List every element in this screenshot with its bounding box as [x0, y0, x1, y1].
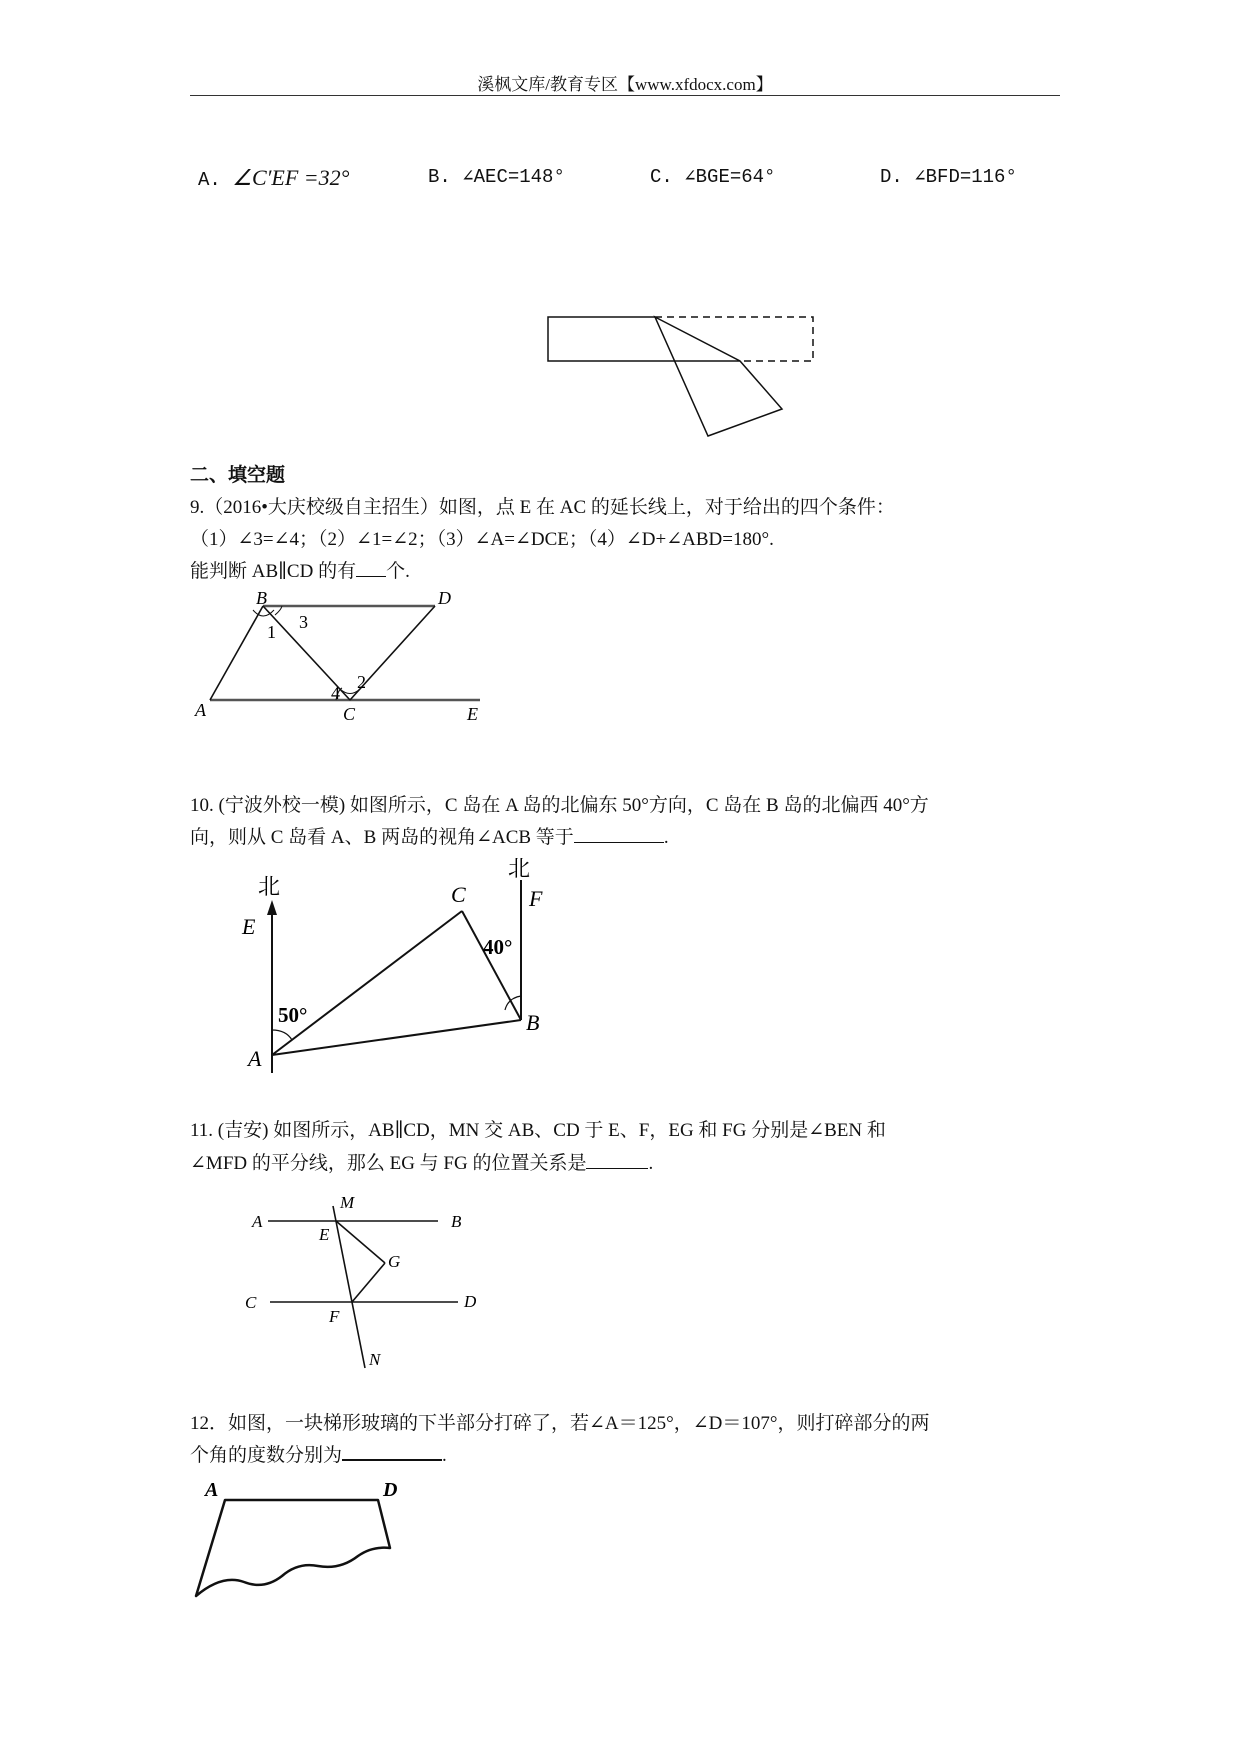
q9-line3-pre: 能判断 AB∥CD 的有 — [190, 561, 357, 582]
q10-label-C: C — [451, 882, 466, 907]
q9-angle-4: 4 — [331, 683, 340, 703]
q10-label-E: E — [242, 914, 256, 939]
option-d: D. ∠BFD=116° — [880, 166, 1017, 188]
broken-trapezoid — [196, 1500, 390, 1596]
q9-line1: 9.（2016•大庆校级自主招生）如图，点 E 在 AC 的延长线上，对于给出的四个条件： — [190, 497, 895, 518]
q12-label-D: D — [383, 1479, 398, 1501]
q10-north-left: 北 — [258, 874, 281, 899]
q9-answer-blank — [356, 576, 386, 577]
q11-label-D: D — [464, 1292, 477, 1311]
q12-line2 — [190, 1440, 447, 1467]
q11-label-A: A — [252, 1212, 263, 1231]
q11-figure — [240, 1190, 520, 1375]
q11-label-N: N — [369, 1350, 381, 1369]
q10-line2 — [190, 822, 669, 849]
q10-line2-post: . — [663, 827, 669, 848]
q11-label-M: M — [340, 1193, 355, 1212]
option-a — [198, 165, 349, 191]
option-c: C. ∠BGE=64° — [650, 166, 776, 188]
q9-label-A: A — [195, 700, 206, 720]
q10-figure — [240, 858, 570, 1083]
strip-dashed-part — [655, 317, 813, 361]
q11-line2-pre: ∠MFD 的平分线，那么 EG 与 FG 的位置关系是 — [190, 1153, 587, 1174]
q10-label-A: A — [248, 1046, 262, 1071]
q12-answer-blank — [342, 1459, 442, 1461]
folded-strip-figure — [540, 305, 820, 445]
q11-line2 — [190, 1148, 653, 1175]
q11-label-F: F — [329, 1307, 340, 1326]
q11-answer-blank — [586, 1168, 648, 1169]
q9-line2: （1）∠3=∠4；（2）∠1=∠2；（3）∠A=∠DCE；（4）∠D+∠ABD=180°. — [190, 529, 774, 550]
q9-label-C: C — [343, 704, 356, 724]
strip-folded-part — [655, 317, 782, 436]
section-title: 二、填空题 — [190, 465, 286, 486]
q12-line1: 12．如图，一块梯形玻璃的下半部分打碎了，若∠A＝125°，∠D＝107°，则打碎部分的两 — [190, 1413, 930, 1434]
q10-line1: 10. (宁波外校一模) 如图所示，C 岛在 A 岛的北偏东 50°方向，C 岛在 B 岛的北偏西 40°方 — [190, 795, 929, 816]
strip-left-part — [548, 317, 740, 361]
q12-line2-post: . — [442, 1445, 447, 1466]
q11-line1: 11. (吉安) 如图所示，AB∥CD，MN 交 AB、CD 于 E、F，EG 和 FG 分别是∠BEN 和 — [190, 1120, 886, 1141]
q9-label-B: B — [256, 588, 267, 608]
q11-label-E: E — [319, 1225, 330, 1244]
q9-line3-post: 个. — [386, 561, 410, 582]
q9-angle-1: 1 — [267, 622, 276, 642]
q9-line3 — [190, 556, 410, 583]
q9-angle-2: 2 — [357, 672, 366, 692]
q9-label-E: E — [467, 704, 478, 724]
q11-label-G: G — [388, 1252, 401, 1271]
q10-angle-40: 40° — [483, 935, 513, 959]
option-a-prefix: A. — [198, 169, 221, 191]
q12-line2-pre: 个角的度数分别为 — [190, 1445, 343, 1466]
q11-label-C: C — [245, 1293, 257, 1312]
q12-label-A: A — [205, 1479, 219, 1501]
q10-answer-blank — [574, 842, 664, 843]
q9-angle-3: 3 — [299, 612, 308, 632]
q10-label-B: B — [526, 1010, 540, 1035]
q9-figure — [190, 588, 490, 728]
option-b: B. ∠AEC=148° — [428, 166, 565, 188]
option-a-math: ∠C′EF =32° — [232, 165, 350, 190]
q11-line2-post: . — [648, 1153, 654, 1174]
q12-figure — [190, 1470, 420, 1610]
page-header: 溪枫文库/教育专区【www.xfdocx.com】 — [477, 75, 773, 94]
q9-label-D: D — [438, 588, 451, 608]
q10-angle-50: 50° — [278, 1003, 308, 1027]
q10-north-right: 北 — [508, 858, 531, 881]
q10-line2-pre: 向，则从 C 岛看 A、B 两岛的视角∠ACB 等于 — [190, 827, 574, 848]
q10-label-F: F — [529, 886, 543, 911]
q11-label-B: B — [451, 1212, 462, 1231]
header-divider — [190, 95, 1060, 96]
